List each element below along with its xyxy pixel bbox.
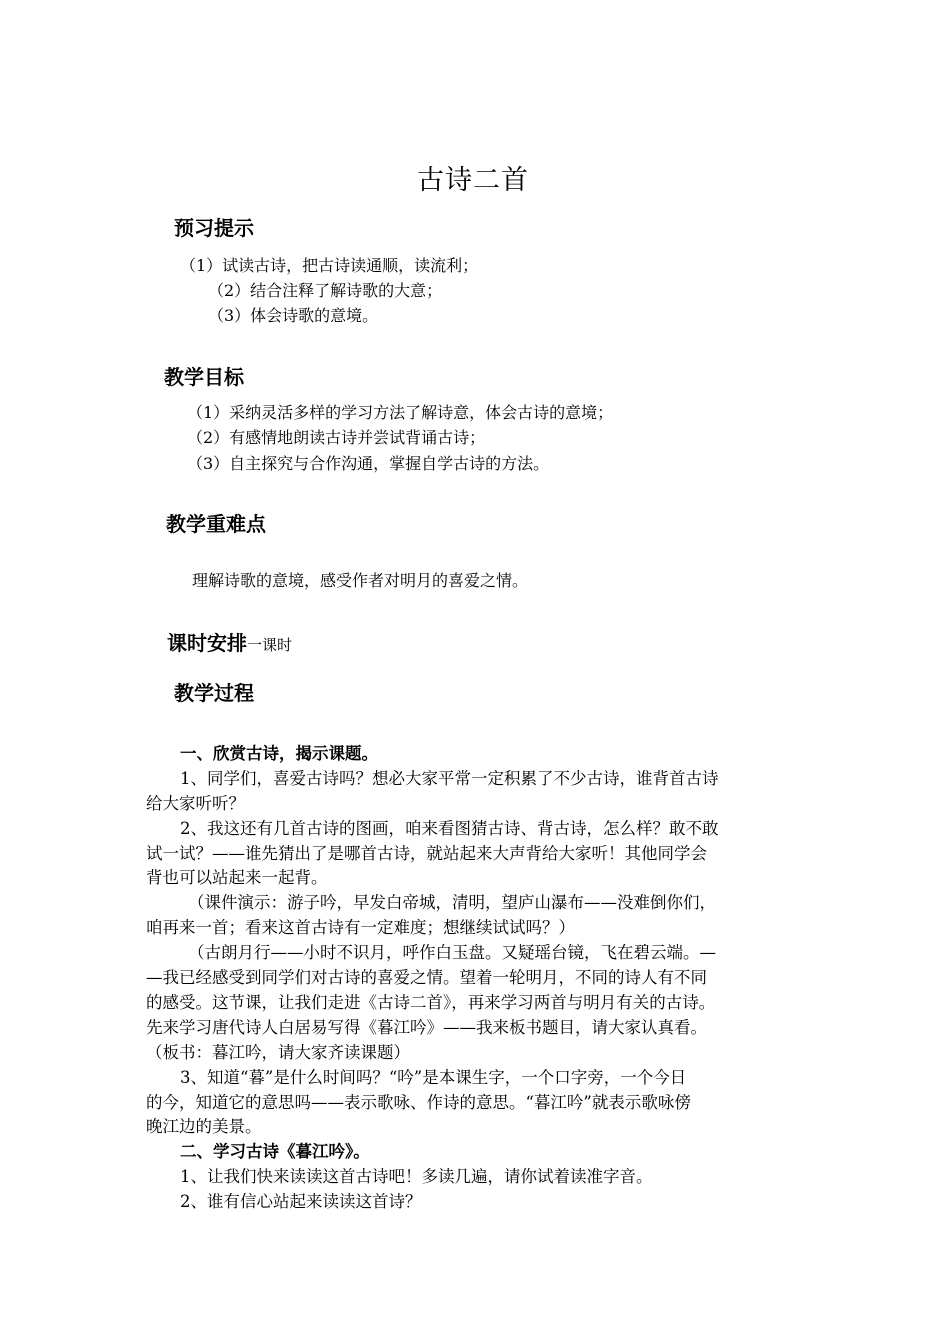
preview-heading: 预习提示 — [174, 216, 254, 240]
process-line: 背也可以站起来一起背。 — [146, 868, 328, 887]
process-line: 试一试？——谁先猜出了是哪首古诗，就站起来大声背给大家听！其他同学会 — [146, 844, 707, 863]
process-line: 3、知道“暮”是什么时间吗？“吟”是本课生字，一个口字旁，一个今日 — [180, 1068, 687, 1087]
process-line: （板书：暮江吟，请大家齐读课题） — [146, 1043, 410, 1062]
process-line: 1、让我们快来读读这首古诗吧！多读几遍，请你试着读准字音。 — [180, 1167, 653, 1186]
process-line: （古朗月行——小时不识月，呼作白玉盘。又疑瑶台镜，飞在碧云端。— — [188, 943, 716, 962]
process-line: 的感受。这节课，让我们走进《古诗二首》，再来学习两首与明月有关的古诗。 — [146, 993, 716, 1012]
process-line: 1、同学们，喜爱古诗吗？想必大家平常一定积累了不少古诗，谁背首古诗 — [180, 769, 719, 788]
process-heading: 教学过程 — [174, 681, 254, 705]
process-line: 2、我这还有几首古诗的图画，咱来看图猜古诗、背古诗，怎么样？敢不敢 — [180, 819, 719, 838]
process-line: 晚江边的美景。 — [146, 1117, 262, 1136]
preview-item-2: （2）结合注释了解诗歌的大意； — [208, 281, 443, 300]
key-points-text: 理解诗歌的意境，感受作者对明月的喜爱之情。 — [192, 571, 529, 590]
schedule-heading: 课时安排 — [167, 631, 247, 655]
document-title: 古诗二首 — [417, 165, 529, 196]
process-line: —我已经感受到同学们对古诗的喜爱之情。望着一轮明月，不同的诗人有不同 — [146, 968, 707, 987]
process-line: 2、谁有信心站起来读读这首诗？ — [180, 1192, 422, 1211]
process-line: （课件演示：游子吟，早发白帝城，清明，望庐山瀑布——没难倒你们， — [188, 893, 716, 912]
process-line: 咱再来一首；看来这首古诗有一定难度；想继续试试吗？） — [146, 918, 575, 937]
preview-item-3: （3）体会诗歌的意境。 — [208, 306, 379, 325]
schedule-value: 一课时 — [247, 636, 293, 654]
goals-item-3: （3）自主探究与合作沟通，掌握自学古诗的方法。 — [187, 454, 550, 473]
goals-heading: 教学目标 — [164, 365, 244, 389]
goals-item-1: （1）采纳灵活多样的学习方法了解诗意，体会古诗的意境； — [187, 403, 614, 422]
process-line: 先来学习唐代诗人白居易写得《暮江吟》——我来板书题目，请大家认真看。 — [146, 1018, 707, 1037]
process-line: 给大家听听？ — [146, 794, 245, 813]
process-line: 二、学习古诗《暮江吟》。 — [180, 1142, 370, 1161]
process-line: 一、欣赏古诗，揭示课题。 — [180, 744, 378, 763]
goals-item-2: （2）有感情地朗读古诗并尝试背诵古诗； — [187, 428, 486, 447]
process-line: 的今，知道它的意思吗——表示歌咏、作诗的意思。“暮江吟”就表示歌咏傍 — [146, 1093, 691, 1112]
key-points-heading: 教学重难点 — [166, 512, 266, 536]
preview-item-1: （1）试读古诗，把古诗读通顺，读流利； — [180, 256, 479, 275]
